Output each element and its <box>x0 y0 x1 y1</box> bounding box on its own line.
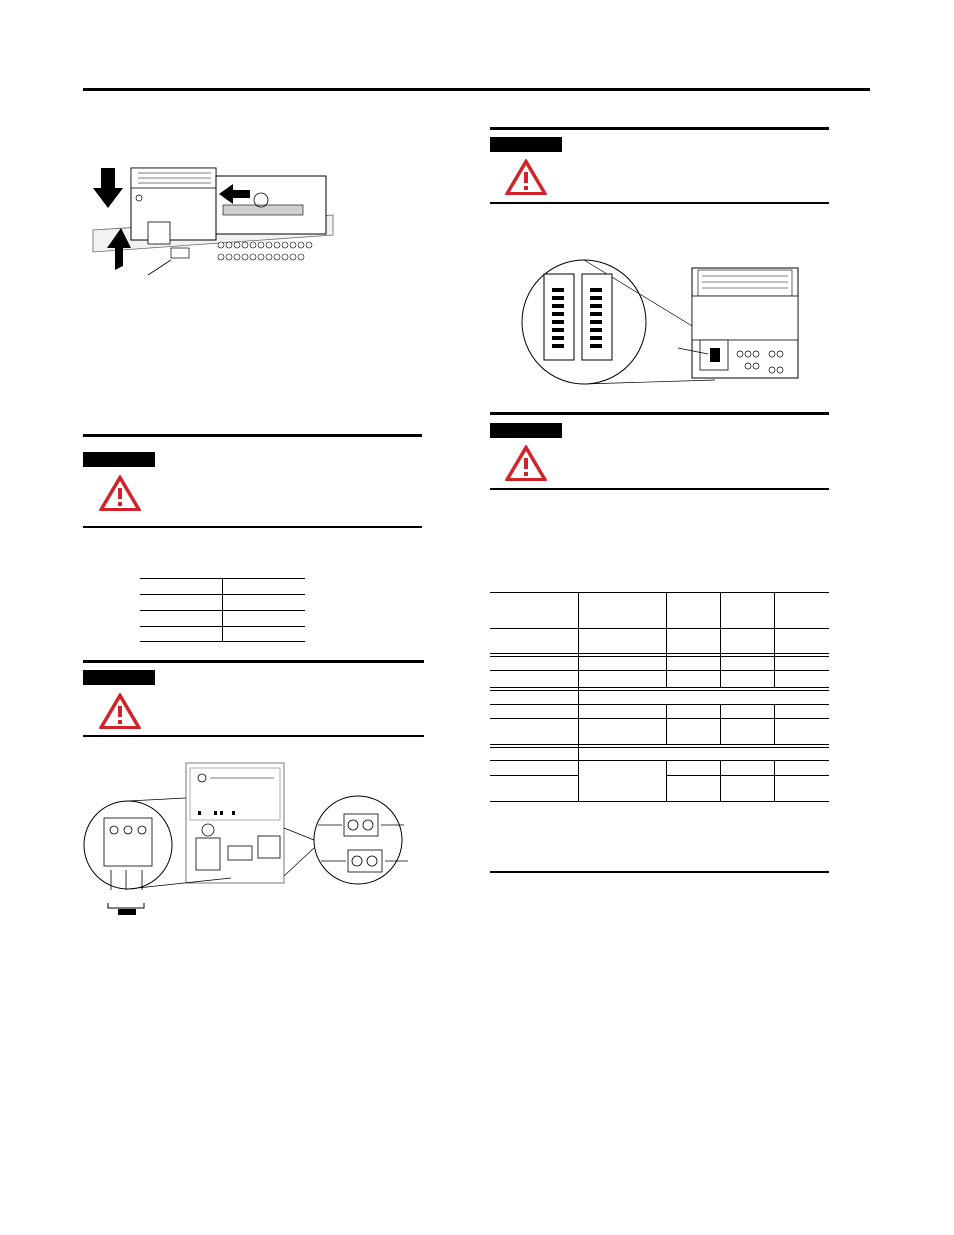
spec-table-rule <box>578 718 829 719</box>
spec-table-col-rule <box>578 592 579 802</box>
spec-table-rule <box>490 687 829 688</box>
spec-table-col-rule <box>720 704 721 744</box>
warning-4-label <box>490 423 562 438</box>
spec-table-rule <box>490 628 829 629</box>
spec-table-rule <box>490 653 829 654</box>
warning-4-bottom-rule <box>490 488 829 490</box>
spec-table-col-rule <box>774 592 775 687</box>
warning-3-label <box>490 137 562 152</box>
spec-table-rule <box>490 760 829 761</box>
spec-table <box>490 592 829 804</box>
figure-dip-switch <box>520 258 810 388</box>
small-table-col-rule <box>222 578 223 642</box>
spec-table-rule <box>490 690 829 691</box>
warning-triangle-icon <box>98 692 142 730</box>
dip-switch-detail-illustration <box>520 258 810 388</box>
spec-table-rule <box>490 704 829 705</box>
spec-table-rule <box>490 670 829 671</box>
section-end-rule <box>490 871 829 873</box>
warning-1-label <box>83 452 155 467</box>
spec-table-col-rule <box>720 760 721 802</box>
spec-table-rule <box>490 744 829 745</box>
spec-table-rule <box>490 718 578 719</box>
header-rule <box>83 88 870 91</box>
warning-triangle-icon <box>98 474 142 512</box>
spec-table-col-rule <box>774 760 775 802</box>
warning-2-label <box>83 670 155 685</box>
spec-table-col-rule <box>666 592 667 687</box>
spec-table-rule <box>490 801 829 802</box>
adapter-on-din-rail-illustration <box>93 160 333 280</box>
figure-power-wiring <box>86 758 416 923</box>
spec-table-col-rule <box>720 592 721 687</box>
terminal-wiring-illustration <box>86 758 416 923</box>
small-table <box>140 578 305 642</box>
warning-3-top-rule <box>490 127 829 130</box>
warning-triangle-icon <box>504 158 548 196</box>
spec-table-col-rule <box>666 704 667 744</box>
warning-4-top-rule <box>490 412 829 415</box>
warning-1-bottom-rule <box>83 526 422 528</box>
warning-triangle-icon <box>504 444 548 482</box>
warning-3-bottom-rule <box>490 202 829 204</box>
spec-table-rule <box>666 775 829 776</box>
spec-table-rule <box>490 775 578 776</box>
spec-table-rule <box>490 592 829 593</box>
spec-table-col-rule <box>666 760 667 802</box>
warning-1-top-rule <box>83 434 422 437</box>
spec-table-col-rule <box>774 704 775 744</box>
spec-table-rule <box>490 747 829 748</box>
figure-din-rail-mount <box>93 160 333 280</box>
warning-2-bottom-rule <box>83 735 424 737</box>
spec-table-rule <box>490 656 829 657</box>
warning-2-top-rule <box>83 660 424 663</box>
